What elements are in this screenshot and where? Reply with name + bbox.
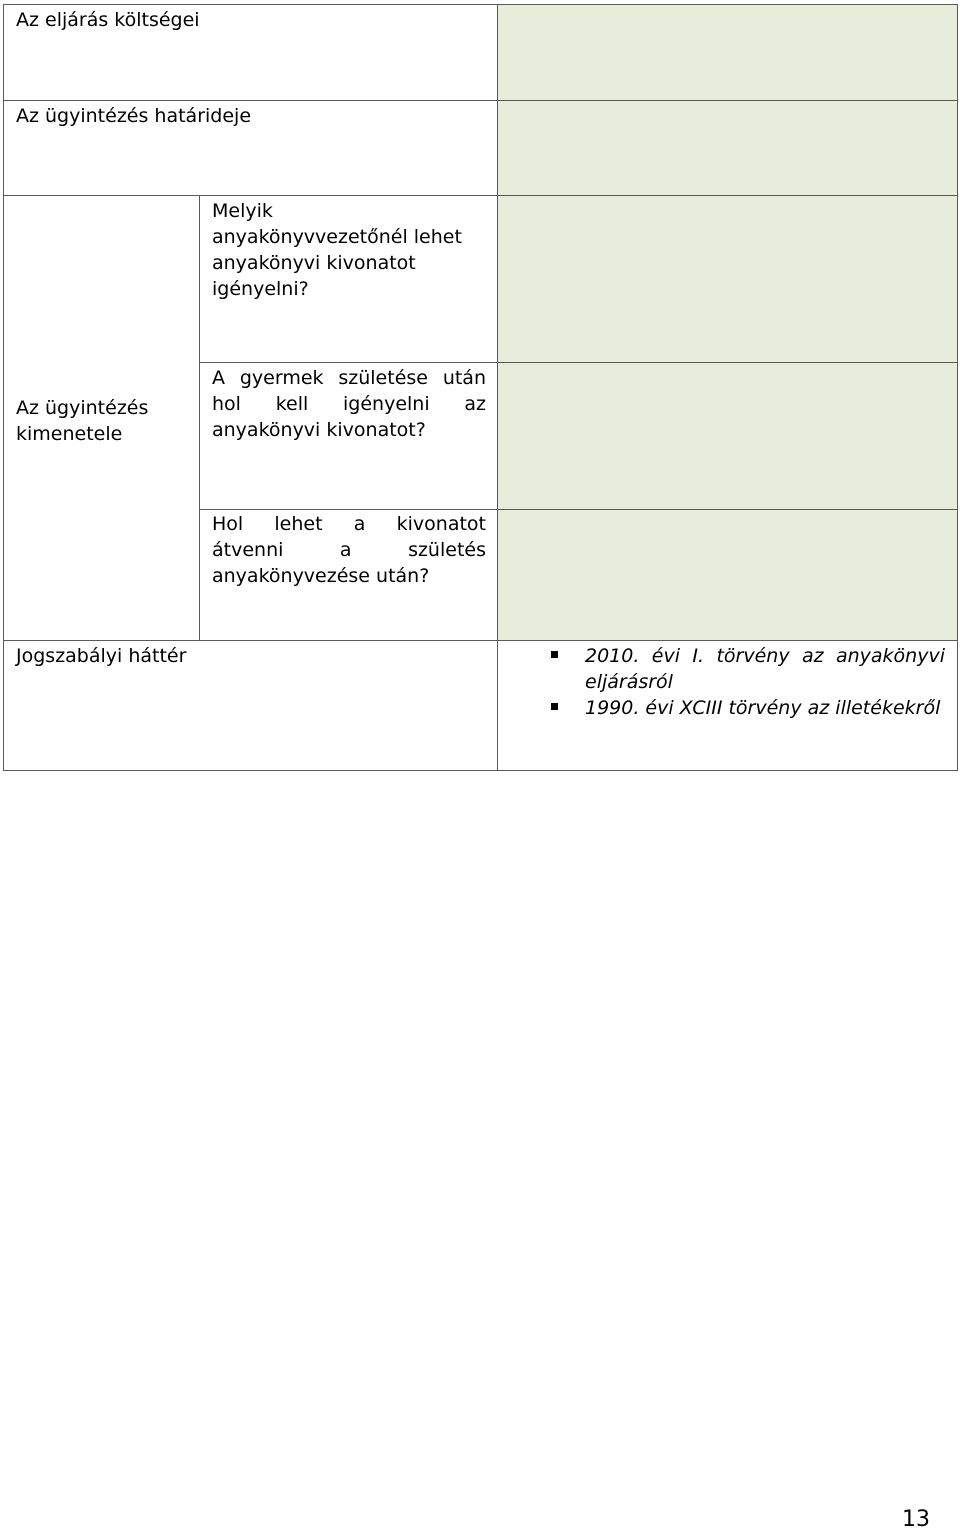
table-border-row2 (3, 195, 958, 196)
table-border-inner-vertical (199, 195, 200, 641)
table-border-middle-vertical (497, 4, 498, 771)
page-number: 13 (902, 1507, 930, 1532)
table-border-row1 (3, 100, 958, 101)
table-border-row3 (199, 362, 958, 363)
deadline-answer-cell (498, 101, 957, 195)
costs-label: Az eljárás költségei (16, 9, 200, 31)
legal-item: 1990. évi XCIII törvény az illetékekről (585, 695, 945, 721)
table-border-top (3, 4, 958, 5)
question-1: Melyik anyakönyvvezetőnél lehet anyakönyvi kivonatot igényelni? (212, 200, 462, 300)
bullet-square-icon (551, 703, 558, 710)
legal-item: 2010. évi I. törvény az anyakönyvi eljárásról (585, 643, 945, 695)
bullet-square-icon (551, 651, 558, 658)
table-border-row4 (199, 509, 958, 510)
table-border-left (3, 4, 4, 771)
table-border-bottom (3, 770, 958, 771)
deadline-label: Az ügyintézés határideje (16, 105, 252, 127)
question2-answer-cell (498, 363, 957, 509)
outcome-label: Az ügyintézés kimenetele (16, 397, 149, 445)
question-2: A gyermek születése után hol kell igényelni az anyakönyvi kivonatot? (212, 367, 486, 441)
costs-answer-cell (498, 5, 957, 100)
table-border-row5 (3, 640, 958, 641)
question1-answer-cell (498, 196, 957, 362)
legal-label: Jogszabályi háttér (16, 645, 187, 667)
table-border-right (957, 4, 958, 771)
question-3: Hol lehet a kivonatot átvenni a születés anyakönyvezése után? (212, 513, 486, 587)
legal-list (585, 643, 945, 721)
question3-answer-cell (498, 510, 957, 640)
